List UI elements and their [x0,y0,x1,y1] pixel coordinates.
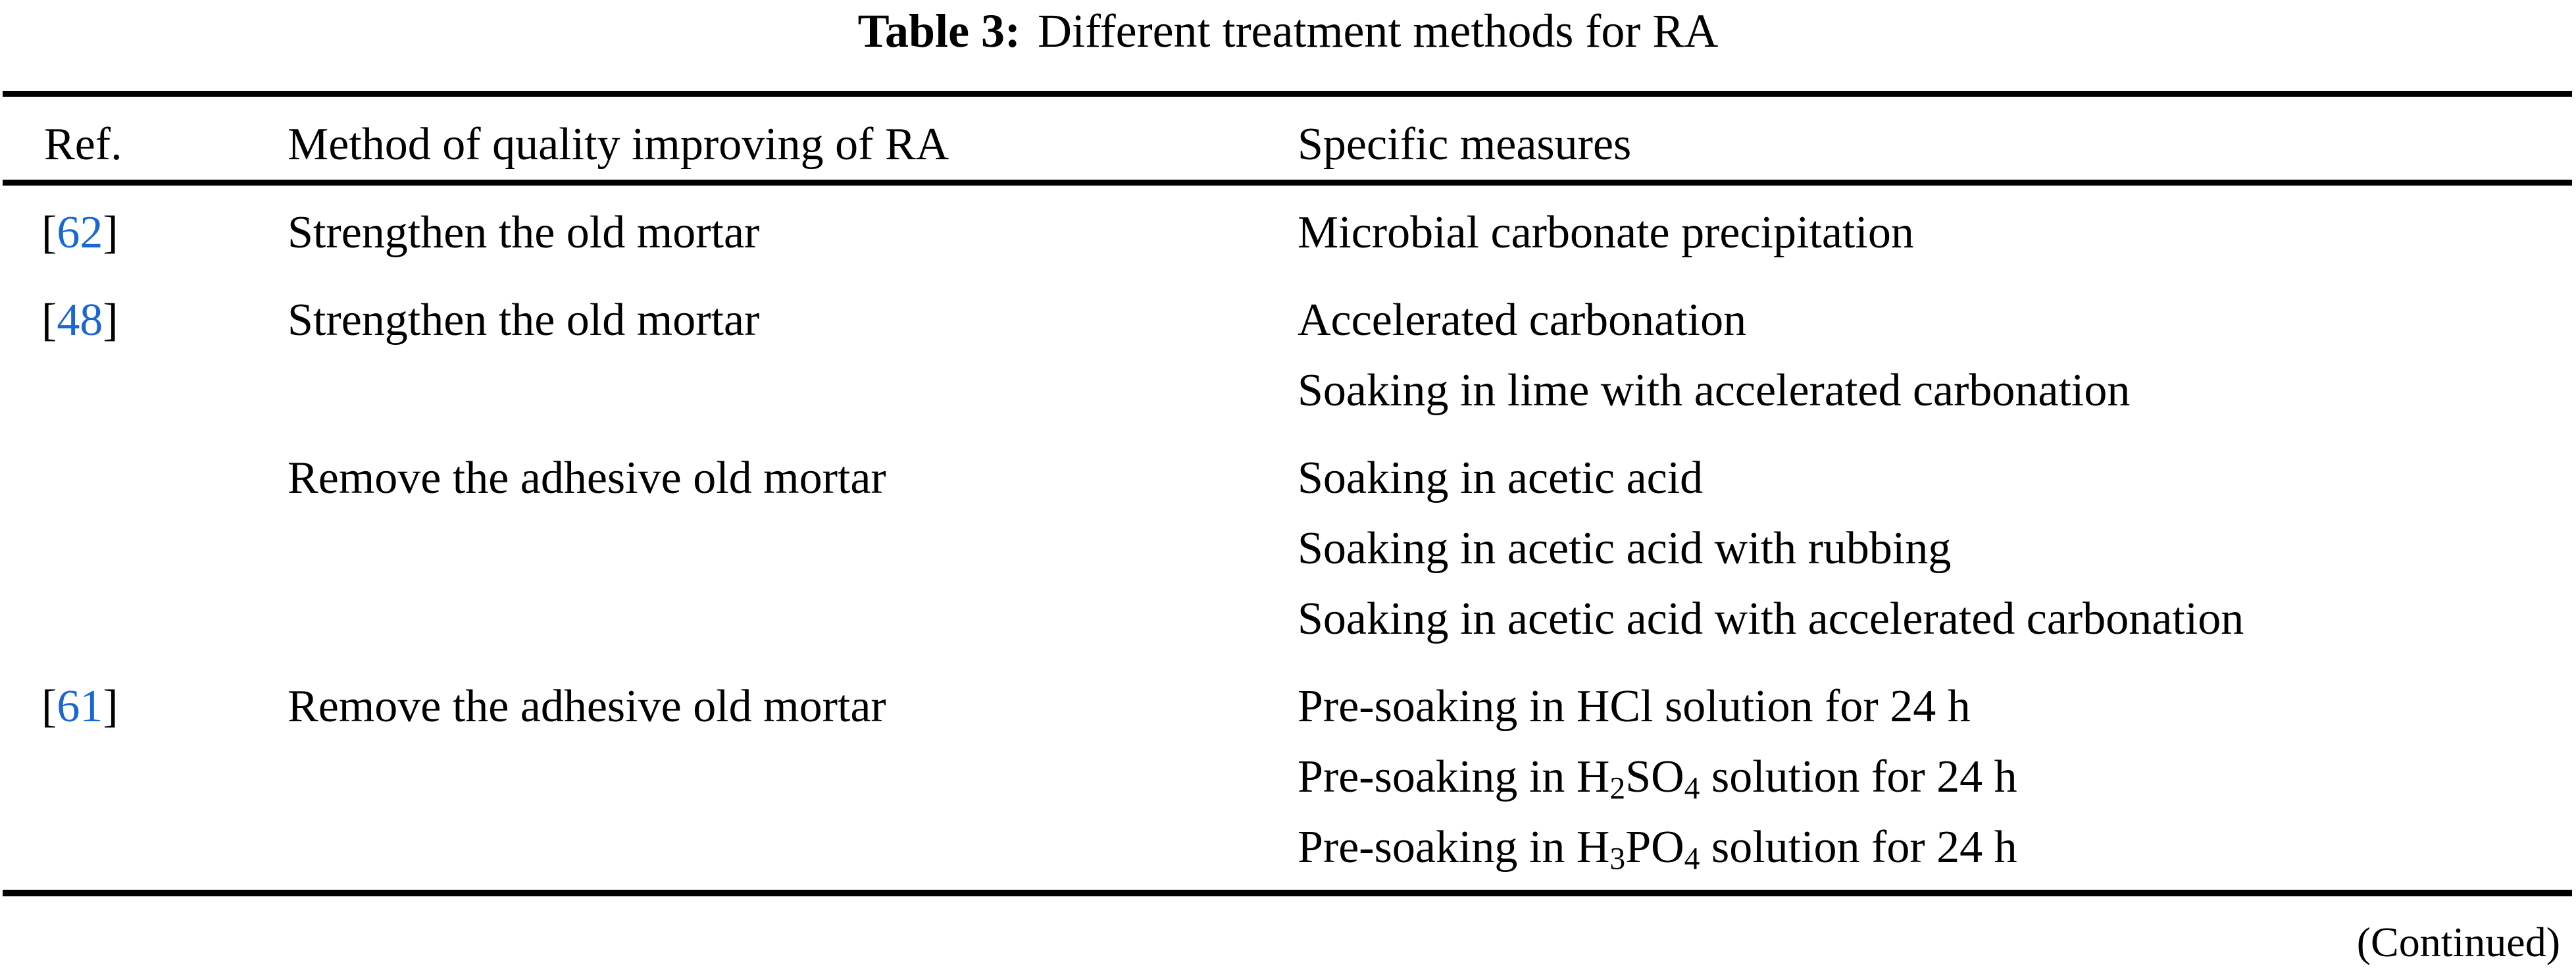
method-cell: Remove the adhesive old mortar [288,453,886,503]
citation-close-bracket: ] [103,207,118,258]
continued-note: (Continued) [2356,919,2560,965]
column-header-ref: Ref. [44,119,122,170]
table-caption-text: Different treatment methods for RA [1038,5,1719,57]
subscript-text: 4 [1684,771,1700,806]
ref-cell [41,197,118,268]
citation-open-bracket: [ [41,207,57,258]
subscript-text: 2 [1609,771,1626,806]
column-header-specific-measures: Specific measures [1298,119,1632,170]
table-header-row [0,119,2576,180]
ref-cell [41,671,118,742]
table-row-group [0,443,2576,654]
table-top-rule [3,91,2572,97]
subscript-text: 4 [1684,842,1700,877]
measures-cell [1298,671,2576,882]
table-row-group [0,197,2576,268]
measures-cell [1298,285,2576,426]
table-body [0,197,2576,882]
citation-link[interactable]: 48 [57,295,103,345]
citation-link[interactable]: 61 [57,681,103,732]
measure-line: Soaking in acetic acid [1298,453,1704,503]
table-row-group [0,671,2576,882]
method-cell: Strengthen the old mortar [288,207,760,258]
method-cell: Remove the adhesive old mortar [288,681,886,732]
measure-line: Soaking in acetic acid with accelerated carbonation [1298,594,2244,644]
citation-link[interactable]: 62 [57,207,103,258]
subscript-text: 3 [1609,842,1626,877]
method-cell: Strengthen the old mortar [288,295,760,345]
measure-line: Accelerated carbonation [1298,295,1747,345]
citation-open-bracket: [ [41,681,57,732]
table-header-rule [3,180,2572,186]
table-caption [0,1,2576,61]
ref-cell [41,285,118,355]
citation-close-bracket: ] [103,295,118,345]
table-row-group [0,285,2576,426]
measure-line: Pre-soaking in HCl solution for 24 h [1298,681,1971,732]
citation-open-bracket: [ [41,295,57,345]
measures-cell [1298,197,2576,268]
citation-close-bracket: ] [103,681,118,732]
column-header-method: Method of quality improving of RA [288,119,949,170]
measure-line: Pre-soaking in $H_2SO_4$ solution for 24 h [1298,752,2017,806]
table-bottom-rule [3,890,2572,896]
measures-cell [1298,443,2576,654]
measure-line: Soaking in lime with accelerated carbonation [1298,365,2131,416]
measure-line: Pre-soaking in $H_3PO_4$ solution for 24 h [1298,822,2017,877]
table-caption-label: Table 3: [857,5,1021,57]
measure-line: Soaking in acetic acid with rubbing [1298,523,1952,574]
measure-line: Microbial carbonate precipitation [1298,207,1914,258]
